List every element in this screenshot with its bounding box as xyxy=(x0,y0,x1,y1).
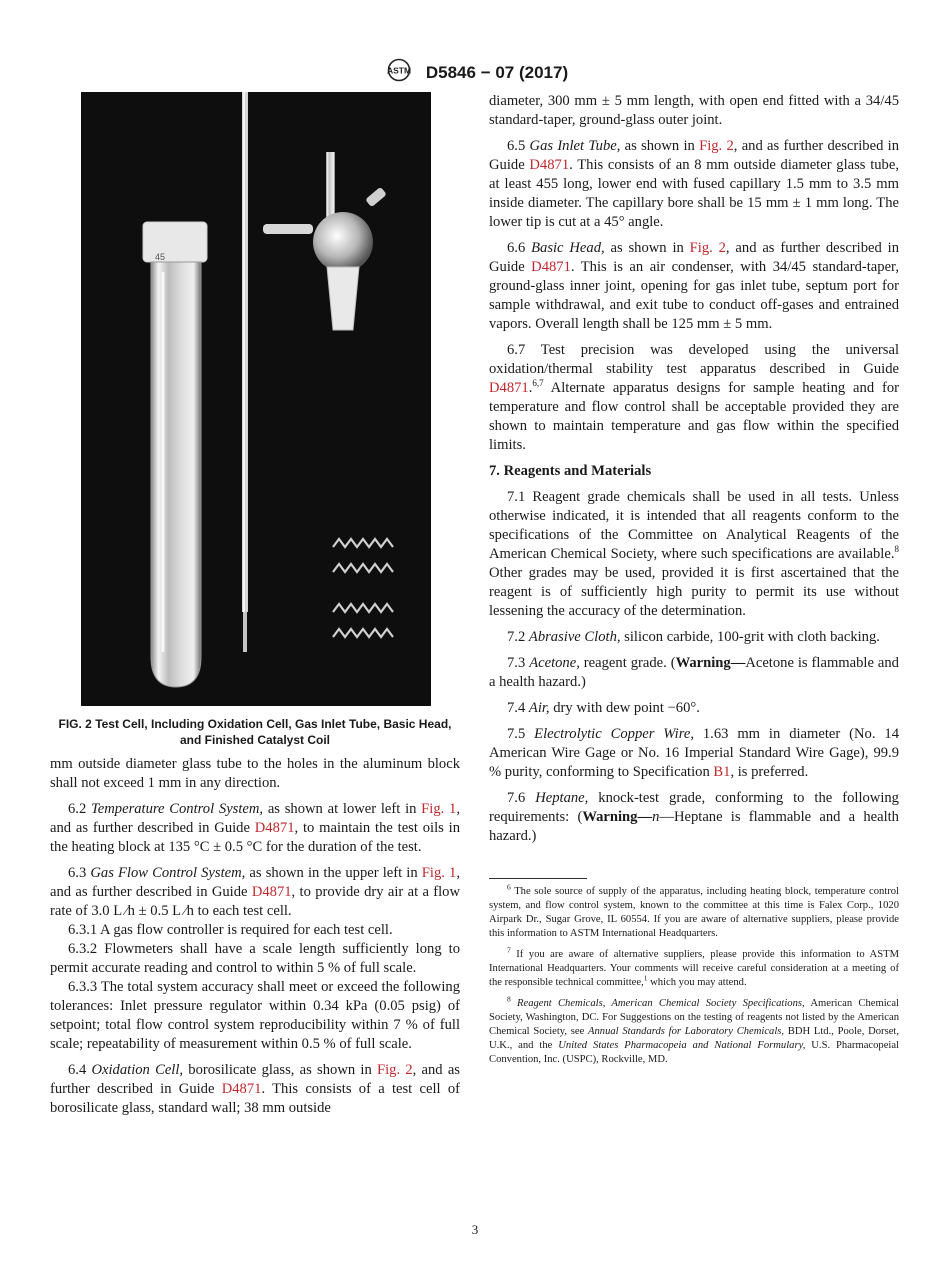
gas-inlet-tube xyxy=(242,92,248,652)
paragraph-cont: mm outside diameter glass tube to the holes in the aluminum block shall not exceed 1 mm in any direction. xyxy=(50,756,460,791)
section-7-heading: 7. Reagents and Materials xyxy=(489,463,652,479)
footnote-8: $^8$ Reagent Chemicals, American Chemical Society Specifications, American Chemical Society, Washington, DC. For Suggestions on the testing of reagents not listed by the American Chemical Society, see Annual Standards for Laboratory Chemicals, BDH Ltd., Poole, Dorset, U.K., and the United States Pharmacopeia and National Formulary, U.S. Pharmacopeial Convention, Inc. (USPC), Rockville, MD. xyxy=(489,994,899,1065)
paragraph-6-5: 6.5 Gas Inlet Tube, as shown in Fig. 2, and as further described in Guide D4871. This consists of an 8 mm outside diameter glass tube, at least 455 long, lower end with fused capillary 1.5 mm to 3.5 mm inside diameter. The capillary bore shall be 15 mm ± 1 mm long. The lower tip is cut at a 45° angle. xyxy=(489,138,899,230)
paragraph-6-2: 6.2 Temperature Control System, as shown at lower left in Fig. 1, and as further described in Guide D4871, to maintain the test oils in the heating block at 135 °C ± 0.5 °C for the duration of the test. xyxy=(50,801,460,855)
paragraph-6-3-3: 6.3.3 The total system accuracy shall meet or exceed the following tolerances: Inlet pressure regulator within 0.34 kPa (0.05 psig) of setpoint; total flow control system reproducibility within 7 % of full scale; repeatability of measurement within 0.5 % of full scale. xyxy=(50,979,460,1052)
paragraph-6-6: 6.6 Basic Head, as shown in Fig. 2, and as further described in Guide D4871. This is an air condenser, with 34/45 standard-taper, ground-glass inner joint, opening for gas inlet tube, septum port for sample withdrawal, and exit tube to conduct off-gases and entrained vapors. Overall length shall be 125 mm ± 5 mm. xyxy=(489,240,900,332)
footnote-ref[interactable]: 8 xyxy=(894,544,899,555)
fig-1-link[interactable]: Fig. 1 xyxy=(421,865,457,881)
d4871-link[interactable]: D4871 xyxy=(221,1081,262,1097)
fig-2-link[interactable]: Fig. 2 xyxy=(689,240,726,256)
document-number: D5846 − 07 (2017) xyxy=(425,62,569,82)
page-header xyxy=(0,58,950,87)
fig-2-link[interactable]: Fig. 2 xyxy=(699,138,734,154)
paragraph-7-2: 7.2 Abrasive Cloth, silicon carbide, 100-grit with cloth backing. xyxy=(507,629,880,645)
b1-link[interactable]: B1 xyxy=(713,764,731,780)
catalyst-coil xyxy=(333,539,393,637)
oxidation-cell-tube xyxy=(143,222,207,687)
paragraph-6-3-1: 6.3.1 A gas flow controller is required for each test cell. xyxy=(68,922,393,938)
paragraph-6-3: 6.3 Gas Flow Control System, as shown in the upper left in Fig. 1, and as further described in Guide D4871, to provide dry air at a flow rate of 3.0 L ⁄h ± 0.5 L ⁄h to each test cell. xyxy=(50,865,460,919)
d4871-link[interactable]: D4871 xyxy=(489,380,529,396)
d4871-link[interactable]: D4871 xyxy=(254,820,295,836)
paragraph-7-3: 7.3 Acetone, reagent grade. (Warning—Acetone is flammable and a health hazard.) xyxy=(489,655,899,690)
d4871-link[interactable]: D4871 xyxy=(251,884,292,900)
svg-text:ASTM: ASTM xyxy=(386,65,411,76)
footnote-7: $^7$ If you are aware of alternative suppliers, please provide this information to ASTM International Headquarters. Your comments will receive careful consideration at a meeting of the responsible technical committee,$^1$ which you may attend. xyxy=(489,945,899,988)
paragraph-7-5: 7.5 Electrolytic Copper Wire, 1.63 mm in diameter (No. 14 American Wire Gage or No. 16 Imperial Standard Wire Gage), 99.9 % purity, conforming to Specification B1, is preferred. xyxy=(489,726,899,780)
left-column xyxy=(50,92,460,1125)
d4871-link[interactable]: D4871 xyxy=(531,259,571,275)
astm-logo-icon xyxy=(382,58,416,87)
figure-caption: FIG. 2 Test Cell, Including Oxidation Cell, Gas Inlet Tube, Basic Head, and Finished Catalyst Coil xyxy=(58,717,452,747)
basic-head xyxy=(263,152,387,330)
footnote-divider xyxy=(489,878,587,879)
paragraph-6-3-2: 6.3.2 Flowmeters shall have a scale length sufficiently long to permit accurate reading and control to within 5 % of full scale. xyxy=(50,941,460,976)
paragraph-7-4: 7.4 Air, dry with dew point −60°. xyxy=(507,700,700,716)
paragraph-6-4: 6.4 Oxidation Cell, borosilicate glass, as shown in Fig. 2, and as further described in Guide D4871. This consists of a test cell of borosilicate glass, standard wall; 38 mm outside xyxy=(50,1062,460,1116)
right-column xyxy=(489,92,899,1074)
fig-2-link[interactable]: Fig. 2 xyxy=(376,1062,413,1078)
paragraph-7-6: 7.6 Heptane, knock-test grade, conforming to the following requirements: (Warning—n—Heptane is flammable and a health hazard.) xyxy=(489,790,899,844)
figure-2-photo xyxy=(81,92,431,706)
paragraph-6-7: 6.7 Test precision was developed using the universal oxidation/thermal stability test apparatus described in Guide D4871.$^{6,7}$ Alternate apparatus designs for sample heating and for temperature and flow control shall be acceptable provided they are shown to maintain temperature and gas flow within the specified limits. xyxy=(489,342,899,453)
page-number: 3 xyxy=(471,1222,479,1237)
d4871-link[interactable]: D4871 xyxy=(529,157,570,173)
footnote-6: $^6$ The sole source of supply of the apparatus, including heating block, temperature control system, and flow control system, known to the committee at this time is Falex Corp., 1020 Airpark Dr., Sugar Grove, IL 60554. If you are aware of alternative suppliers, please provide this information to ASTM International Headquarters. xyxy=(489,882,899,939)
footnote-ref[interactable]: 6,7 xyxy=(532,378,544,389)
tube-marking: 45 xyxy=(155,252,166,262)
fig-1-link[interactable]: Fig. 1 xyxy=(421,801,457,817)
paragraph-7-1: 7.1 Reagent grade chemicals shall be used in all tests. Unless otherwise indicated, it is intended that all reagents conform to the specifications of the Committee on Analytical Reagents of the American Chemical Society, where such specifications are available.$^8$ Other grades may be used, provided it is first ascertained that the reagent is of sufficiently high purity to permit its use without lessening the accuracy of the determination. xyxy=(489,489,899,619)
paragraph-cont: diameter, 300 mm ± 5 mm length, with open end fitted with a 34/45 standard-taper, ground-glass outer joint. xyxy=(489,93,899,128)
